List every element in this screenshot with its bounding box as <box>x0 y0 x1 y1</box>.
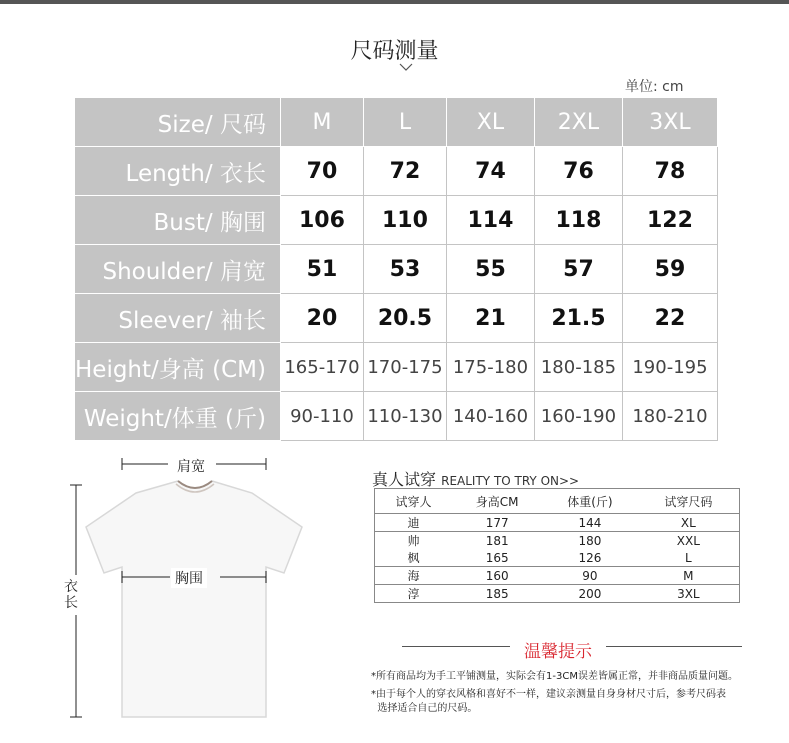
try-on-size: XL <box>638 514 740 532</box>
try-on-name: 淳 <box>407 587 420 601</box>
try-on-weight: 126 <box>542 549 637 567</box>
try-on-height: 160 <box>452 567 542 585</box>
size-cell: 140-160 <box>446 392 534 441</box>
size-cell: 170-175 <box>363 343 446 392</box>
try-on-row <box>375 567 740 585</box>
page-title: 尺码测量 <box>350 39 439 64</box>
try-on-name: 枫 <box>375 549 453 567</box>
try-on-size: M <box>638 567 740 585</box>
size-table <box>74 97 718 441</box>
top-border <box>0 0 789 4</box>
size-cell: 74 <box>446 147 534 196</box>
size-row-label: Shoulder/ 肩宽 <box>75 245 281 294</box>
try-on-name: 帅 <box>407 534 420 548</box>
size-cell: 70 <box>280 147 363 196</box>
size-row <box>75 245 718 294</box>
size-column-header: L <box>363 98 446 147</box>
size-row <box>75 196 718 245</box>
tshirt-illustration <box>70 455 320 735</box>
try-on-name: 海 <box>375 567 453 585</box>
size-column-header: 3XL <box>622 98 717 147</box>
try-on-weight: 144 <box>542 514 637 532</box>
try-on-header-row <box>375 489 740 514</box>
size-cell: 72 <box>363 147 446 196</box>
try-on-height: 181 <box>485 533 509 548</box>
size-cell: 110-130 <box>363 392 446 441</box>
try-on-header: 试穿尺码 <box>638 489 740 514</box>
tips-title: 温馨提示 <box>524 642 592 662</box>
size-cell: 118 <box>534 196 622 245</box>
try-on-row <box>375 585 740 603</box>
try-on-row <box>375 514 740 532</box>
size-cell: 53 <box>363 245 446 294</box>
unit-label: 单位: cm <box>625 79 684 95</box>
size-header-label: Size/ 尺码 <box>75 98 281 147</box>
try-on-weight: 180 <box>578 533 602 548</box>
try-on-subtitle: REALITY TO TRY ON>> <box>441 474 580 488</box>
try-on-header: 身高CM <box>452 489 542 514</box>
try-on-title <box>372 467 579 490</box>
size-cell: 106 <box>280 196 363 245</box>
size-row-label: Bust/ 胸围 <box>75 196 281 245</box>
tshirt-diagram <box>64 455 320 735</box>
try-on-name: 迪 <box>375 514 453 532</box>
size-cell: 90-110 <box>280 392 363 441</box>
size-column-header: XL <box>446 98 534 147</box>
size-cell: 57 <box>534 245 622 294</box>
size-row <box>75 343 718 392</box>
tip-note-3: 选择适合自己的尺码。 <box>371 703 478 714</box>
size-cell: 21.5 <box>534 294 622 343</box>
size-cell: 22 <box>622 294 717 343</box>
size-row <box>75 392 718 441</box>
size-cell: 180-210 <box>622 392 717 441</box>
try-on-weight: 200 <box>578 586 602 601</box>
size-row-label: Length/ 衣长 <box>75 147 281 196</box>
size-cell: 20 <box>280 294 363 343</box>
try-on-size: XXL <box>676 533 700 548</box>
tip-note-1: *所有商品均为手工平铺测量，实际会有1-3CM误差皆属正常，并非商品质量问题。 <box>371 671 738 682</box>
try-on-size: 3XL <box>677 586 700 601</box>
chevron-down-icon <box>399 60 413 74</box>
try-on-table <box>374 488 740 603</box>
size-cell: 76 <box>534 147 622 196</box>
size-cell: 180-185 <box>534 343 622 392</box>
try-on-size: L <box>638 549 740 567</box>
try-on-title-cn: 真人试穿 <box>372 470 437 489</box>
size-cell: 114 <box>446 196 534 245</box>
size-cell: 165-170 <box>280 343 363 392</box>
size-cell: 122 <box>622 196 717 245</box>
try-on-row <box>375 532 740 550</box>
try-on-header: 试穿人 <box>375 489 453 514</box>
size-row-label: Weight/体重 (斤) <box>75 392 281 441</box>
shoulder-label: 肩宽 <box>173 456 209 476</box>
length-label: 衣长 <box>64 579 78 611</box>
size-row-label: Sleever/ 袖长 <box>75 294 281 343</box>
try-on-row <box>375 549 740 567</box>
size-cell: 21 <box>446 294 534 343</box>
try-on-weight: 90 <box>542 567 637 585</box>
size-column-header: M <box>280 98 363 147</box>
size-cell: 20.5 <box>363 294 446 343</box>
size-header-row <box>75 98 718 147</box>
try-on-height: 185 <box>485 586 509 601</box>
tips-divider-left <box>402 646 510 647</box>
size-cell: 175-180 <box>446 343 534 392</box>
size-cell: 160-190 <box>534 392 622 441</box>
try-on-height: 177 <box>452 514 542 532</box>
size-column-header: 2XL <box>534 98 622 147</box>
size-cell: 59 <box>622 245 717 294</box>
size-cell: 51 <box>280 245 363 294</box>
size-cell: 190-195 <box>622 343 717 392</box>
size-cell: 78 <box>622 147 717 196</box>
bust-label: 胸围 <box>171 568 207 588</box>
size-row-label: Height/身高 (CM) <box>75 343 281 392</box>
tips-divider-right <box>606 646 742 647</box>
size-row <box>75 147 718 196</box>
tip-note-2: *由于每个人的穿衣风格和喜好不一样，建议亲测量自身身材尺寸后，参考尺码表 <box>371 689 726 700</box>
try-on-height: 165 <box>452 549 542 567</box>
size-cell: 110 <box>363 196 446 245</box>
size-row <box>75 294 718 343</box>
try-on-header: 体重(斤) <box>542 489 637 514</box>
size-cell: 55 <box>446 245 534 294</box>
